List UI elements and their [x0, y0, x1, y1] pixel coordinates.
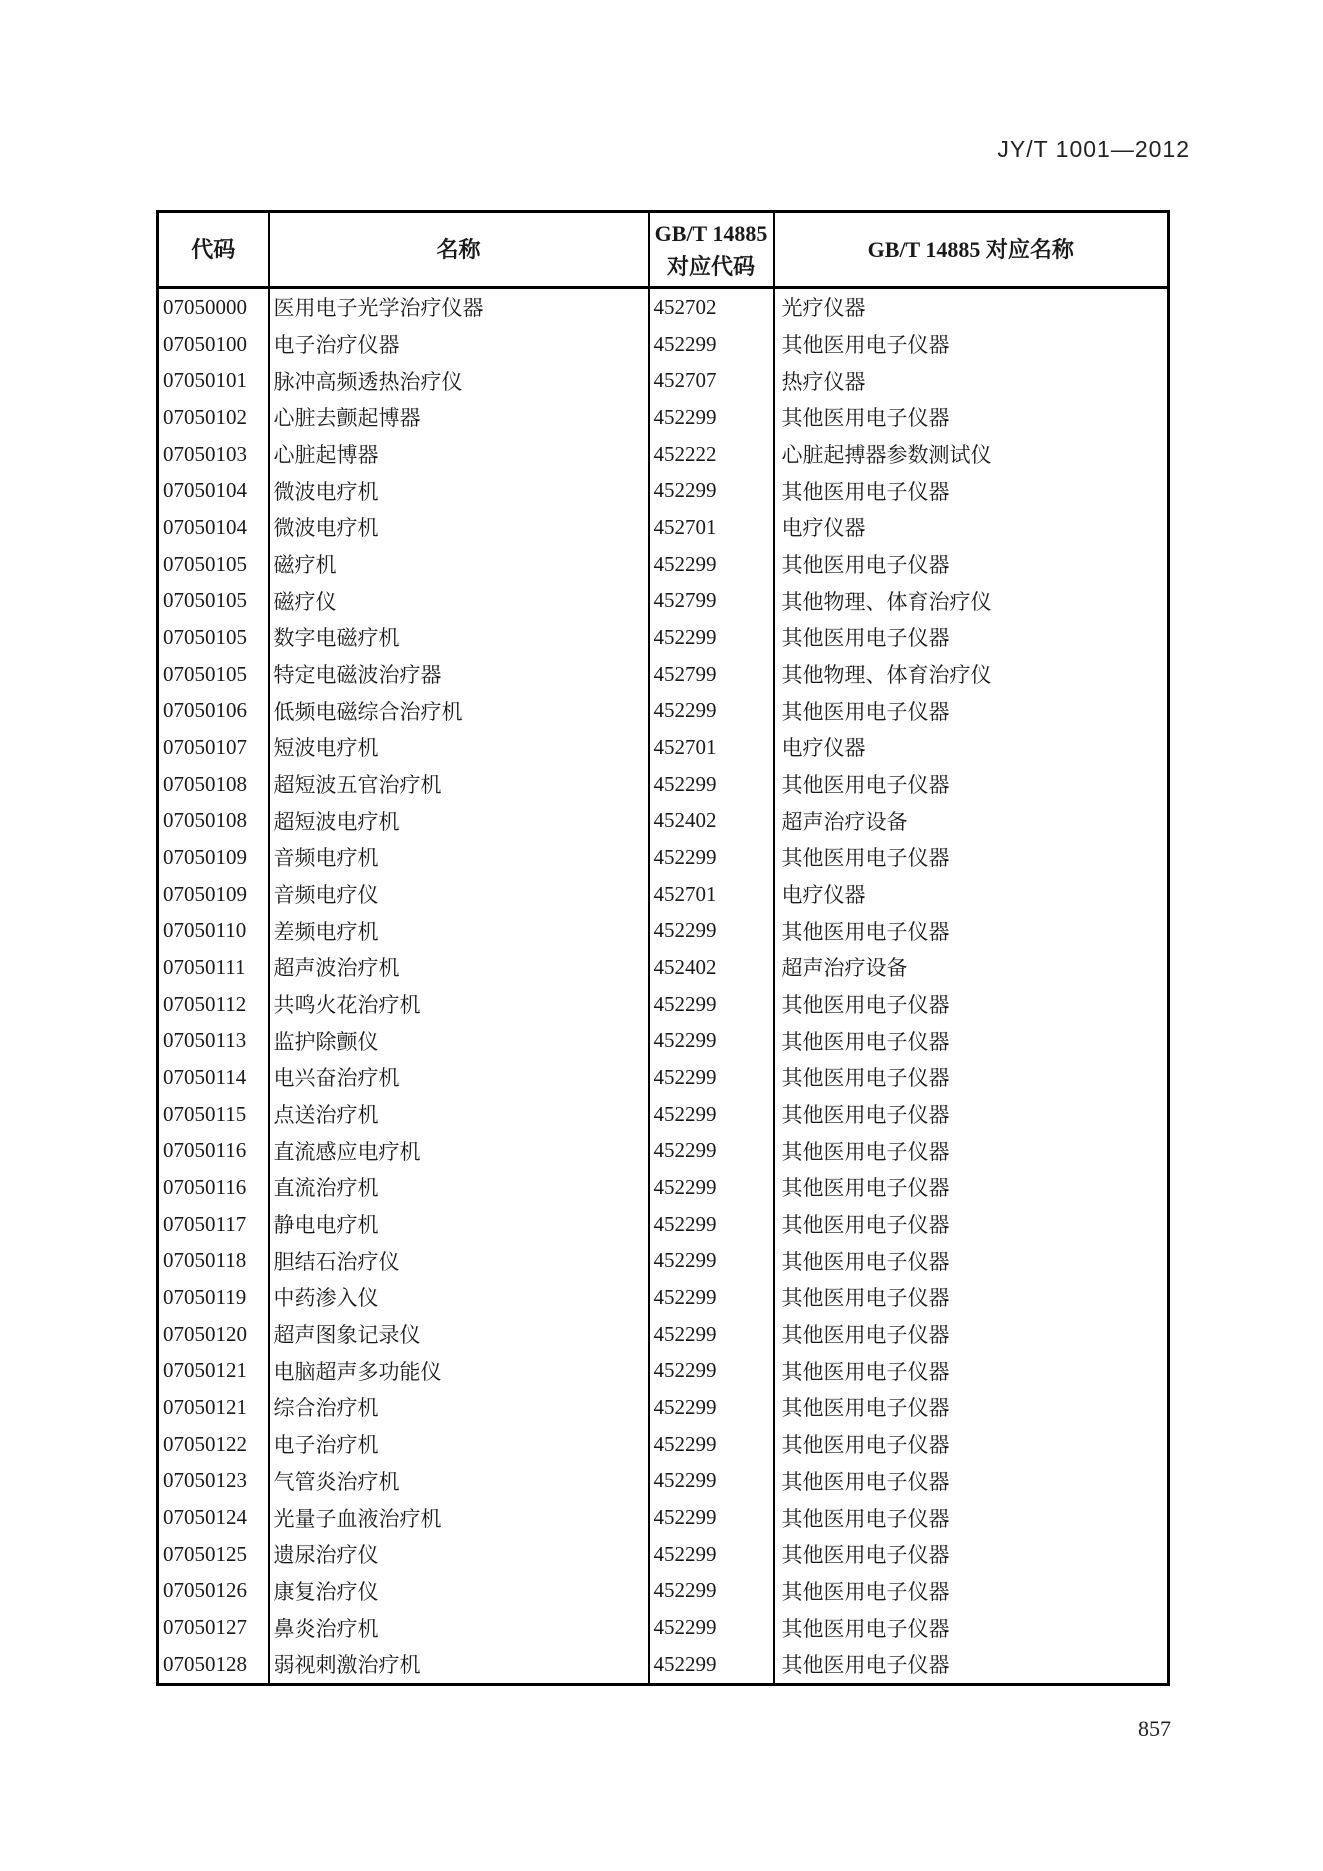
cell-code: 07050116 — [163, 1138, 247, 1163]
cell-gbt-name: 其他医用电子仪器 — [774, 1169, 1169, 1206]
cell-gbt-code: 452299 — [649, 1169, 774, 1206]
cell-name: 超声波治疗机 — [269, 949, 649, 986]
table-row — [158, 399, 1169, 436]
table-row — [158, 1426, 1169, 1463]
table-row — [158, 619, 1169, 656]
table-row — [158, 288, 1169, 326]
table-row — [158, 1573, 1169, 1610]
cell-gbt-name: 其他医用电子仪器 — [774, 1426, 1169, 1463]
cell-gbt-code: 452402 — [649, 802, 774, 839]
cell-gbt-code: 452701 — [649, 876, 774, 913]
table-row — [158, 1022, 1169, 1059]
cell-code: 07050112 — [163, 991, 247, 1016]
column-header-gbt-name-label: GB/T 14885 对应名称 — [867, 237, 1074, 262]
cell-gbt-code: 452299 — [649, 619, 774, 656]
cell-code: 07050115 — [163, 1101, 247, 1126]
table-row — [158, 729, 1169, 766]
cell-name: 监护除颤仪 — [269, 1022, 649, 1059]
cell-name: 超声图象记录仪 — [269, 1316, 649, 1353]
cell-code: 07050104 — [163, 514, 247, 539]
table-row — [158, 1096, 1169, 1133]
cell-code: 07050000 — [163, 294, 247, 319]
cell-name: 点送治疗机 — [269, 1096, 649, 1133]
page-number: 857 — [1138, 1716, 1171, 1741]
table-row — [158, 1463, 1169, 1500]
cell-gbt-code: 452299 — [649, 1206, 774, 1243]
cell-gbt-code: 452299 — [649, 1499, 774, 1536]
cell-code: 07050108 — [163, 808, 247, 833]
cell-gbt-name: 电疗仪器 — [774, 509, 1169, 546]
cell-gbt-code: 452299 — [649, 1352, 774, 1389]
doc-number: JY/T 1001—2012 — [997, 136, 1190, 162]
cell-name: 超短波五官治疗机 — [269, 766, 649, 803]
cell-code: 07050110 — [163, 918, 247, 943]
table-row — [158, 692, 1169, 729]
column-header-gbt-code-line2: 对应代码 — [666, 253, 755, 279]
cell-name: 遗尿治疗仪 — [269, 1536, 649, 1573]
cell-name: 直流感应电疗机 — [269, 1132, 649, 1169]
cell-code: 07050103 — [163, 441, 247, 466]
cell-name: 数字电磁疗机 — [269, 619, 649, 656]
cell-code: 07050116 — [163, 1174, 247, 1199]
column-header-name — [269, 212, 649, 288]
cell-gbt-name: 超声治疗设备 — [774, 802, 1169, 839]
cell-gbt-name: 其他医用电子仪器 — [774, 1536, 1169, 1573]
cell-gbt-code: 452299 — [649, 1463, 774, 1500]
cell-name: 磁疗仪 — [269, 582, 649, 619]
cell-gbt-name: 其他物理、体育治疗仪 — [774, 582, 1169, 619]
cell-gbt-code: 452299 — [649, 692, 774, 729]
cell-gbt-code: 452299 — [649, 839, 774, 876]
table-row — [158, 1499, 1169, 1536]
cell-name: 微波电疗机 — [269, 509, 649, 546]
cell-name: 鼻炎治疗机 — [269, 1609, 649, 1646]
cell-gbt-name: 其他医用电子仪器 — [774, 692, 1169, 729]
table-row — [158, 802, 1169, 839]
cell-code: 07050104 — [163, 478, 247, 503]
cell-code: 07050121 — [163, 1358, 247, 1383]
cell-name: 差频电疗机 — [269, 912, 649, 949]
cell-gbt-code: 452299 — [649, 766, 774, 803]
cell-gbt-name: 其他医用电子仪器 — [774, 1463, 1169, 1500]
table-row — [158, 656, 1169, 693]
cell-name: 磁疗机 — [269, 546, 649, 583]
cell-gbt-name: 其他医用电子仪器 — [774, 1389, 1169, 1426]
cell-code: 07050126 — [163, 1578, 247, 1603]
cell-name: 超短波电疗机 — [269, 802, 649, 839]
cell-name: 电兴奋治疗机 — [269, 1059, 649, 1096]
cell-code: 07050105 — [163, 624, 247, 649]
table-row — [158, 839, 1169, 876]
cell-code: 07050119 — [163, 1284, 247, 1309]
cell-gbt-code: 452222 — [649, 436, 774, 473]
table-row — [158, 362, 1169, 399]
table-row — [158, 436, 1169, 473]
cell-name: 电子治疗仪器 — [269, 326, 649, 363]
cell-gbt-code: 452299 — [649, 1389, 774, 1426]
cell-gbt-code: 452707 — [649, 362, 774, 399]
cell-name: 静电电疗机 — [269, 1206, 649, 1243]
cell-gbt-name: 其他医用电子仪器 — [774, 1279, 1169, 1316]
cell-name: 气管炎治疗机 — [269, 1463, 649, 1500]
cell-code: 07050100 — [163, 331, 247, 356]
cell-name: 音频电疗仪 — [269, 876, 649, 913]
cell-name: 电子治疗机 — [269, 1426, 649, 1463]
cell-gbt-code: 452299 — [649, 1242, 774, 1279]
cell-gbt-name: 其他医用电子仪器 — [774, 1022, 1169, 1059]
cell-code: 07050121 — [163, 1394, 247, 1419]
cell-gbt-name: 其他医用电子仪器 — [774, 472, 1169, 509]
table-row — [158, 1536, 1169, 1573]
cell-name: 音频电疗机 — [269, 839, 649, 876]
cell-name: 微波电疗机 — [269, 472, 649, 509]
cell-name: 弱视刺激治疗机 — [269, 1646, 649, 1684]
table-row — [158, 1389, 1169, 1426]
cell-name: 心脏起博器 — [269, 436, 649, 473]
cell-gbt-name: 电疗仪器 — [774, 876, 1169, 913]
cell-code: 07050124 — [163, 1505, 247, 1529]
cell-name: 胆结石治疗仪 — [269, 1242, 649, 1279]
cell-name: 特定电磁波治疗器 — [269, 656, 649, 693]
cell-gbt-code: 452299 — [649, 986, 774, 1023]
table-row — [158, 326, 1169, 363]
table-row — [158, 949, 1169, 986]
table-row — [158, 546, 1169, 583]
cell-gbt-name: 超声治疗设备 — [774, 949, 1169, 986]
cell-code: 07050108 — [163, 771, 247, 796]
cell-name: 综合治疗机 — [269, 1389, 649, 1426]
cell-code: 07050117 — [163, 1211, 247, 1236]
cell-name: 心脏去颤起博器 — [269, 399, 649, 436]
cell-gbt-code: 452299 — [649, 1279, 774, 1316]
cell-gbt-code: 452799 — [649, 656, 774, 693]
cell-code: 07050127 — [163, 1615, 247, 1640]
cell-gbt-code: 452799 — [649, 582, 774, 619]
cell-code: 07050128 — [163, 1651, 247, 1676]
cell-gbt-name: 其他医用电子仪器 — [774, 1242, 1169, 1279]
cell-gbt-code: 452299 — [649, 1609, 774, 1646]
cell-name: 短波电疗机 — [269, 729, 649, 766]
cell-code: 07050120 — [163, 1321, 247, 1346]
cell-gbt-code: 452299 — [649, 1316, 774, 1353]
table-row — [158, 509, 1169, 546]
cell-gbt-name: 其他医用电子仪器 — [774, 839, 1169, 876]
cell-gbt-name: 其他医用电子仪器 — [774, 1352, 1169, 1389]
cell-name: 低频电磁综合治疗机 — [269, 692, 649, 729]
cell-gbt-code: 452299 — [649, 912, 774, 949]
table-row — [158, 1352, 1169, 1389]
table-header — [158, 212, 1169, 288]
cell-gbt-code: 452299 — [649, 546, 774, 583]
column-header-gbt-code-line1: GB/T 14885 — [654, 220, 768, 246]
cell-code: 07050109 — [163, 844, 247, 869]
cell-gbt-name: 其他医用电子仪器 — [774, 986, 1169, 1023]
cell-gbt-name: 其他医用电子仪器 — [774, 546, 1169, 583]
cell-code: 07050105 — [163, 551, 247, 576]
table-row — [158, 1059, 1169, 1096]
cell-code: 07050102 — [163, 404, 247, 429]
table-row — [158, 582, 1169, 619]
cell-name: 光量子血液治疗机 — [269, 1499, 649, 1536]
cell-gbt-name: 其他医用电子仪器 — [774, 1059, 1169, 1096]
cell-gbt-name: 其他医用电子仪器 — [774, 399, 1169, 436]
table-row — [158, 986, 1169, 1023]
code-mapping-table — [156, 210, 1170, 1686]
cell-name: 中药渗入仪 — [269, 1279, 649, 1316]
cell-gbt-name: 其他医用电子仪器 — [774, 1573, 1169, 1610]
cell-name: 共鸣火花治疗机 — [269, 986, 649, 1023]
cell-code: 07050109 — [163, 881, 247, 906]
column-header-code-label: 代码 — [191, 237, 236, 262]
cell-gbt-code: 452701 — [649, 509, 774, 546]
cell-gbt-name: 心脏起搏器参数测试仪 — [774, 436, 1169, 473]
cell-gbt-code: 452299 — [649, 399, 774, 436]
cell-code: 07050125 — [163, 1541, 247, 1566]
cell-code: 07050118 — [163, 1248, 247, 1273]
cell-gbt-name: 其他医用电子仪器 — [774, 912, 1169, 949]
cell-gbt-code: 452299 — [649, 1536, 774, 1573]
cell-gbt-code: 452299 — [649, 1132, 774, 1169]
table-row — [158, 472, 1169, 509]
cell-code: 07050123 — [163, 1468, 247, 1493]
column-header-name-label: 名称 — [436, 237, 481, 262]
cell-name: 康复治疗仪 — [269, 1573, 649, 1610]
table-row — [158, 1132, 1169, 1169]
cell-name: 电脑超声多功能仪 — [269, 1352, 649, 1389]
cell-gbt-name: 其他医用电子仪器 — [774, 1096, 1169, 1133]
cell-code: 07050114 — [163, 1064, 247, 1089]
table-row — [158, 1206, 1169, 1243]
cell-gbt-code: 452299 — [649, 1059, 774, 1096]
cell-gbt-name: 其他医用电子仪器 — [774, 1499, 1169, 1536]
column-header-code — [158, 212, 269, 288]
cell-code: 07050105 — [163, 588, 247, 613]
cell-code: 07050105 — [163, 661, 247, 686]
cell-code: 07050122 — [163, 1431, 247, 1456]
cell-gbt-code: 452299 — [649, 472, 774, 509]
table-row — [158, 876, 1169, 913]
cell-gbt-name: 其他物理、体育治疗仪 — [774, 656, 1169, 693]
cell-code: 07050101 — [163, 368, 247, 393]
cell-gbt-name: 其他医用电子仪器 — [774, 619, 1169, 656]
column-header-gbt-code — [649, 212, 774, 288]
cell-name: 医用电子光学治疗仪器 — [269, 288, 649, 326]
table-header-row — [158, 212, 1169, 288]
table-row — [158, 912, 1169, 949]
cell-gbt-name: 其他医用电子仪器 — [774, 1132, 1169, 1169]
cell-gbt-name: 光疗仪器 — [774, 288, 1169, 326]
table-row — [158, 1646, 1169, 1684]
cell-gbt-name: 电疗仪器 — [774, 729, 1169, 766]
cell-gbt-code: 452701 — [649, 729, 774, 766]
cell-gbt-name: 其他医用电子仪器 — [774, 326, 1169, 363]
cell-gbt-code: 452299 — [649, 1096, 774, 1133]
cell-gbt-name: 其他医用电子仪器 — [774, 1609, 1169, 1646]
table-row — [158, 766, 1169, 803]
cell-code: 07050106 — [163, 698, 247, 723]
table-row — [158, 1316, 1169, 1353]
table-row — [158, 1279, 1169, 1316]
table-row — [158, 1242, 1169, 1279]
cell-gbt-code: 452299 — [649, 1426, 774, 1463]
cell-gbt-name: 其他医用电子仪器 — [774, 1206, 1169, 1243]
cell-name: 脉冲高频透热治疗仪 — [269, 362, 649, 399]
cell-name: 直流治疗机 — [269, 1169, 649, 1206]
cell-gbt-code: 452299 — [649, 326, 774, 363]
cell-code: 07050113 — [163, 1028, 247, 1053]
table-row — [158, 1169, 1169, 1206]
table-body — [158, 288, 1169, 1685]
cell-gbt-name: 其他医用电子仪器 — [774, 766, 1169, 803]
column-header-gbt-name — [774, 212, 1169, 288]
cell-gbt-name: 其他医用电子仪器 — [774, 1316, 1169, 1353]
cell-gbt-name: 其他医用电子仪器 — [774, 1646, 1169, 1684]
cell-gbt-code: 452299 — [649, 1646, 774, 1684]
cell-gbt-code: 452299 — [649, 1022, 774, 1059]
cell-gbt-code: 452402 — [649, 949, 774, 986]
cell-gbt-code: 452702 — [649, 288, 774, 326]
cell-gbt-code: 452299 — [649, 1573, 774, 1610]
cell-gbt-name: 热疗仪器 — [774, 362, 1169, 399]
table-row — [158, 1609, 1169, 1646]
cell-code: 07050111 — [163, 954, 246, 979]
cell-code: 07050107 — [163, 734, 247, 759]
